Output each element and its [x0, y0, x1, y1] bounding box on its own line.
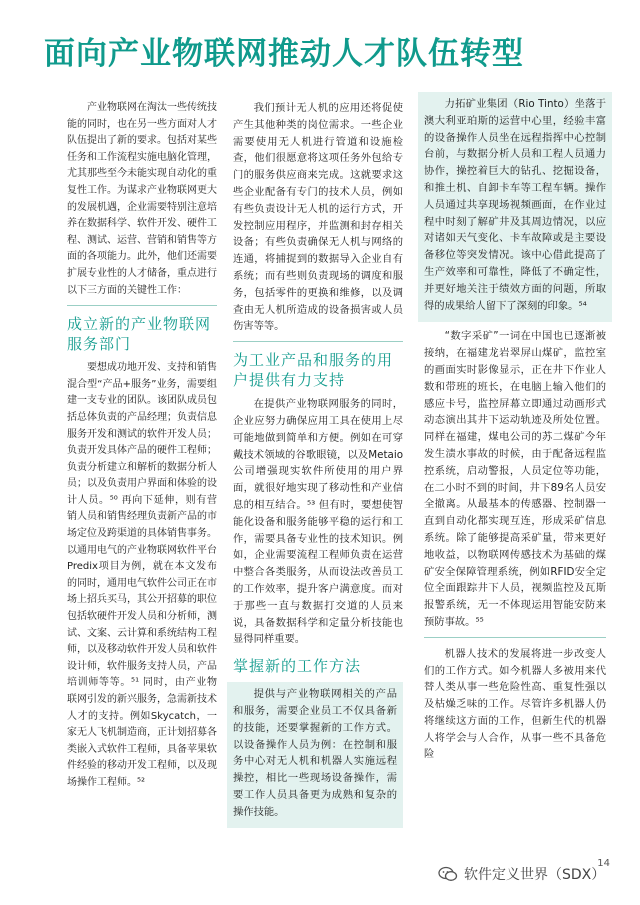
divider: [424, 637, 606, 638]
section-heading-build: 成立新的产业物联网服务部门: [67, 315, 212, 354]
divider: [233, 341, 403, 342]
watermark: [438, 864, 605, 884]
wechat-icon: [438, 866, 458, 882]
highlight-box: [227, 682, 403, 828]
page-title: 面向产业物联网推动人才队伍转型: [44, 36, 524, 72]
divider: [67, 305, 217, 306]
column-3: [424, 92, 606, 767]
column-1: [67, 100, 217, 796]
section-heading-master: 掌握新的工作方法: [233, 657, 362, 676]
highlight-box: [418, 92, 612, 322]
watermark-text: 软件定义世界（SDX）: [464, 867, 606, 883]
column-2: [233, 100, 403, 828]
paragraph: 力拓矿业集团（Rio Tinto）坐落于澳大利亚珀斯的运营中心里，经验丰富的设备操作人员坐在远程指挥中心控制台前，与数据分析人员和工程人员通力协作，操控着巨大的钻孔、挖掘设备，和推土机、自卸卡车等工程车辆。操作人员通过共享现场视频画面，在作业过程中时刻了解矿井及其周边情况，以应对诸如天气变化、卡车故障或是主要设备移位等突发情况。该中心借此提高了生产效率和可靠性，降低了不确定性，并更好地关注于绩效方面的问题，所取得的成果给人留下了深刻的印象。⁵⁴: [424, 98, 606, 312]
page-number: 14: [597, 858, 610, 869]
paragraph: “数字采矿”一词在中国也已逐渐被接纳，在福建龙岩翠屏山煤矿，监控室的画面实时影像显示，正在井下作业人数和带班的班长，在电脑上输入他们的感应卡号，监控屏幕立即通过动画形式动态演出其井下运动轨迹及所处位置。同样在福建，煤电公司的苏二煤矿今年发生渍水事故的时候，由于配备远程监控系统，启动警报，人员定位等功能，在二小时不到的时间，井下89名人员安全撤离。从最基本的传感器、控制器一直到自动化都实现互连，形成采矿信息系统。除了能够提高采矿量，带来更好地收益，以物联网传感技术为基础的煤矿安全保障管理系统，例如RFID安全定位全面跟踪井下人员，视频监控及瓦斯报警系统，无一不体现运用智能安防来预防事故。⁵⁵: [424, 330, 606, 628]
section-heading-support: 为工业产品和服务的用户提供有力支持: [233, 351, 394, 390]
paragraph: 机器人技术的发展将进一步改变人们的工作方式。如今机器人多被用来代替人类从事一些危险性高、重复性强以及枯燥乏味的工作。尽管许多机器人仍将继续这方面的工作，但新生代的机器人将学会与人合作，从事一些不具备危险: [424, 647, 606, 761]
paragraph: 我们预计无人机的应用还将促使产生其他种类的岗位需求。一些企业需要使用无人机进行管道和设施检查，他们很愿意将这项任务外包给专门的服务供应商来完成。这就要求这些企业配备有专门的技术人员，例如有些负责设计无人机的运行方式，开发控制应用程序，并监测和封存相关设备；有些负责确保无人机与网络的连通，将捕捉到的数据导入企业自有系统；而有些则负责现场的调度和服务，包括零件的更换和维修，以及调查由无人机所造成的设备损害或人员伤害等等。: [233, 102, 403, 333]
paragraph: 提供与产业物联网相关的产品和服务，需要企业员工不仅具备新的技能，还要掌握新的工作方式。以设备操作人员为例：在控制和服务中心对无人机和机器人实施远程操控，相比一些现场设备操作，需要工作人员具备更为成熟和复杂的操作技能。: [233, 688, 397, 818]
paragraph: 在提供产业物联网服务的同时，企业应努力确保应用工具在使用上尽可能地做到简单和方便。例如在可穿戴技术领域的谷歌眼镜，以及Metaio公司增强现实软件所使用的用户界面，就很好地实现了移动性和产业信息的相互结合。⁵³ 但有时，要想使智能化设备和服务能够平稳的运行和工作，需要具备专业性的技术知识。例如，企业需要流程工程师负责在运营中整合各类服务，从而设法改善员工的工作效率，提升客户满意度。而对于那些一直与数据打交道的人员来说，具备数据科学和定量分析技能也显得同样重要。: [233, 398, 403, 646]
paragraph: 要想成功地开发、支持和销售混合型“产品+服务”业务，需要组建一支专业的团队。该团队成员包括总体负责的产品经理；负责信息服务开发和测试的软件开发人员；负责开发具体产品的硬件工程师；负责分析建立和解析的数据分析人员；以及负责用户界面和体验的设计人员。⁵⁰ 再向下延伸，则有营销人员和销售经理负责新产品的市场定位及跨渠道的具体销售事务。以通用电气的产业物联网软件平台Predix项目为例，就在本文发布的同时，通用电气软件公司正在市场上招兵买马，其公开招募的职位包括软硬件开发人员和分析师，测试、文案、云计算和系统结构工程师，以及移动软件开发人员和软件设计师，软件服务支持人员，产品培训师等等。⁵¹ 同时，由产业物联网引发的新兴服务，急需新技术人才的支持。例如Skycatch，一家无人飞机制造商，正计划招募各类嵌入式软件工程师，具备苹果软件经验的移动开发工程师，以及现场操作工程师。⁵²: [67, 362, 217, 788]
paragraph: 产业物联网在淘汰一些传统技能的同时，也在另一些方面对人才队伍提出了新的要求。包括对某些任务和工作流程实施电脑化管理，尤其那些至今未能实现自动化的重复性工作。为谋求产业物联网更大的发展机遇，企业需要特别注意培养在数据科学、软件开发、硬件工程、测试、运营、营销和销售等方面的各项能力。此外，他们还需要扩展专业性的人才储备，重点进行以下三方面的关键性工作：: [67, 102, 217, 296]
